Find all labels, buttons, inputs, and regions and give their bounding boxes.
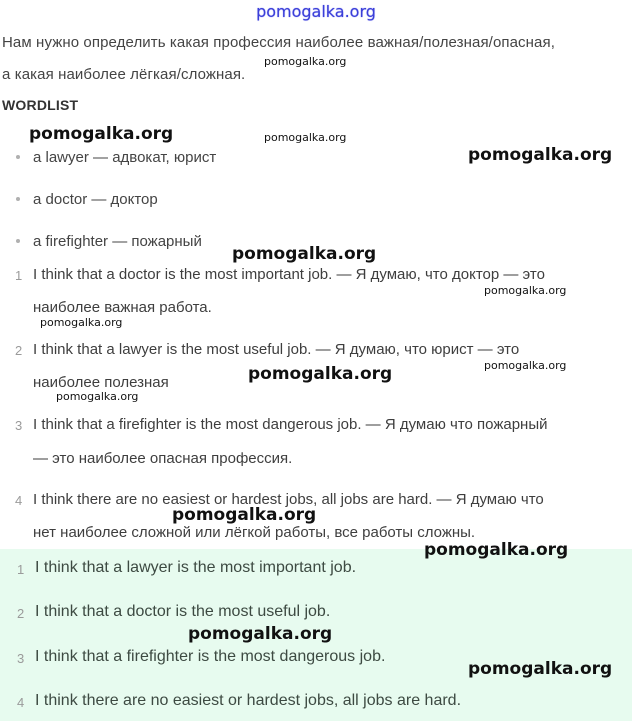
wordlist-item xyxy=(16,191,158,208)
answer-line: I think there are no easiest or hardest jobs, all jobs are hard. xyxy=(35,692,462,709)
example-line: наиболее важная работа. xyxy=(33,299,212,316)
example-line: — это наиболее опасная профессия. xyxy=(33,450,293,467)
answer-line: I think that a doctor is the most useful job. xyxy=(35,603,331,620)
example-line: I think there are no easiest or hardest jobs, all jobs are hard. — Я думаю что xyxy=(33,491,544,508)
intro-line-1: Нам нужно определить какая профессия наиболее важная/полезная/опасная, xyxy=(2,34,555,51)
example-number: 2 xyxy=(15,343,23,358)
example-number: 4 xyxy=(15,493,23,508)
answer-number: 1 xyxy=(17,562,25,577)
wordlist-item xyxy=(16,149,216,166)
example-line: I think that a firefighter is the most dangerous job. — Я думаю что пожарный xyxy=(33,416,548,433)
watermark: pomogalka.org xyxy=(188,624,333,644)
example-line: наиболее полезная xyxy=(33,374,169,391)
wordlist-heading: WORDLIST xyxy=(2,97,79,113)
watermark: pomogalka.org xyxy=(248,364,393,384)
watermark: pomogalka.org xyxy=(264,55,347,68)
watermark: pomogalka.org xyxy=(56,390,139,403)
watermark: pomogalka.org xyxy=(484,284,567,297)
example-line: I think that a lawyer is the most useful job. — Я думаю, что юрист — это xyxy=(33,341,520,358)
watermark: pomogalka.org xyxy=(29,124,174,144)
bullet-icon xyxy=(16,239,20,243)
watermark: pomogalka.org xyxy=(264,131,347,144)
example-number: 3 xyxy=(15,418,23,433)
answer-number: 3 xyxy=(17,651,25,666)
watermark: pomogalka.org xyxy=(424,540,569,560)
wordlist-item-text: a lawyer — адвокат, юрист xyxy=(33,149,217,166)
answer-line: I think that a firefighter is the most dangerous job. xyxy=(35,648,386,665)
answer-number: 4 xyxy=(17,695,25,710)
watermark: pomogalka.org xyxy=(172,505,317,525)
wordlist-item xyxy=(16,233,202,250)
site-logo[interactable]: pomogalka.org xyxy=(256,2,376,21)
watermark: pomogalka.org xyxy=(468,145,613,165)
watermark: pomogalka.org xyxy=(468,659,613,679)
watermark: pomogalka.org xyxy=(232,244,377,264)
wordlist-item-text: a doctor — доктор xyxy=(33,191,158,208)
answer-number: 2 xyxy=(17,606,25,621)
intro-line-2: а какая наиболее лёгкая/сложная. xyxy=(2,66,246,83)
answer-line: I think that a lawyer is the most important job. xyxy=(35,559,357,576)
watermark: pomogalka.org xyxy=(40,316,123,329)
bullet-icon xyxy=(16,197,20,201)
watermark: pomogalka.org xyxy=(484,359,567,372)
example-line: I think that a doctor is the most important job. — Я думаю, что доктор — это xyxy=(33,266,545,283)
example-line: нет наиболее сложной или лёгкой работы, все работы сложны. xyxy=(33,524,476,541)
wordlist-item-text: a firefighter — пожарный xyxy=(33,233,202,250)
bullet-icon xyxy=(16,155,20,159)
example-number: 1 xyxy=(15,268,23,283)
